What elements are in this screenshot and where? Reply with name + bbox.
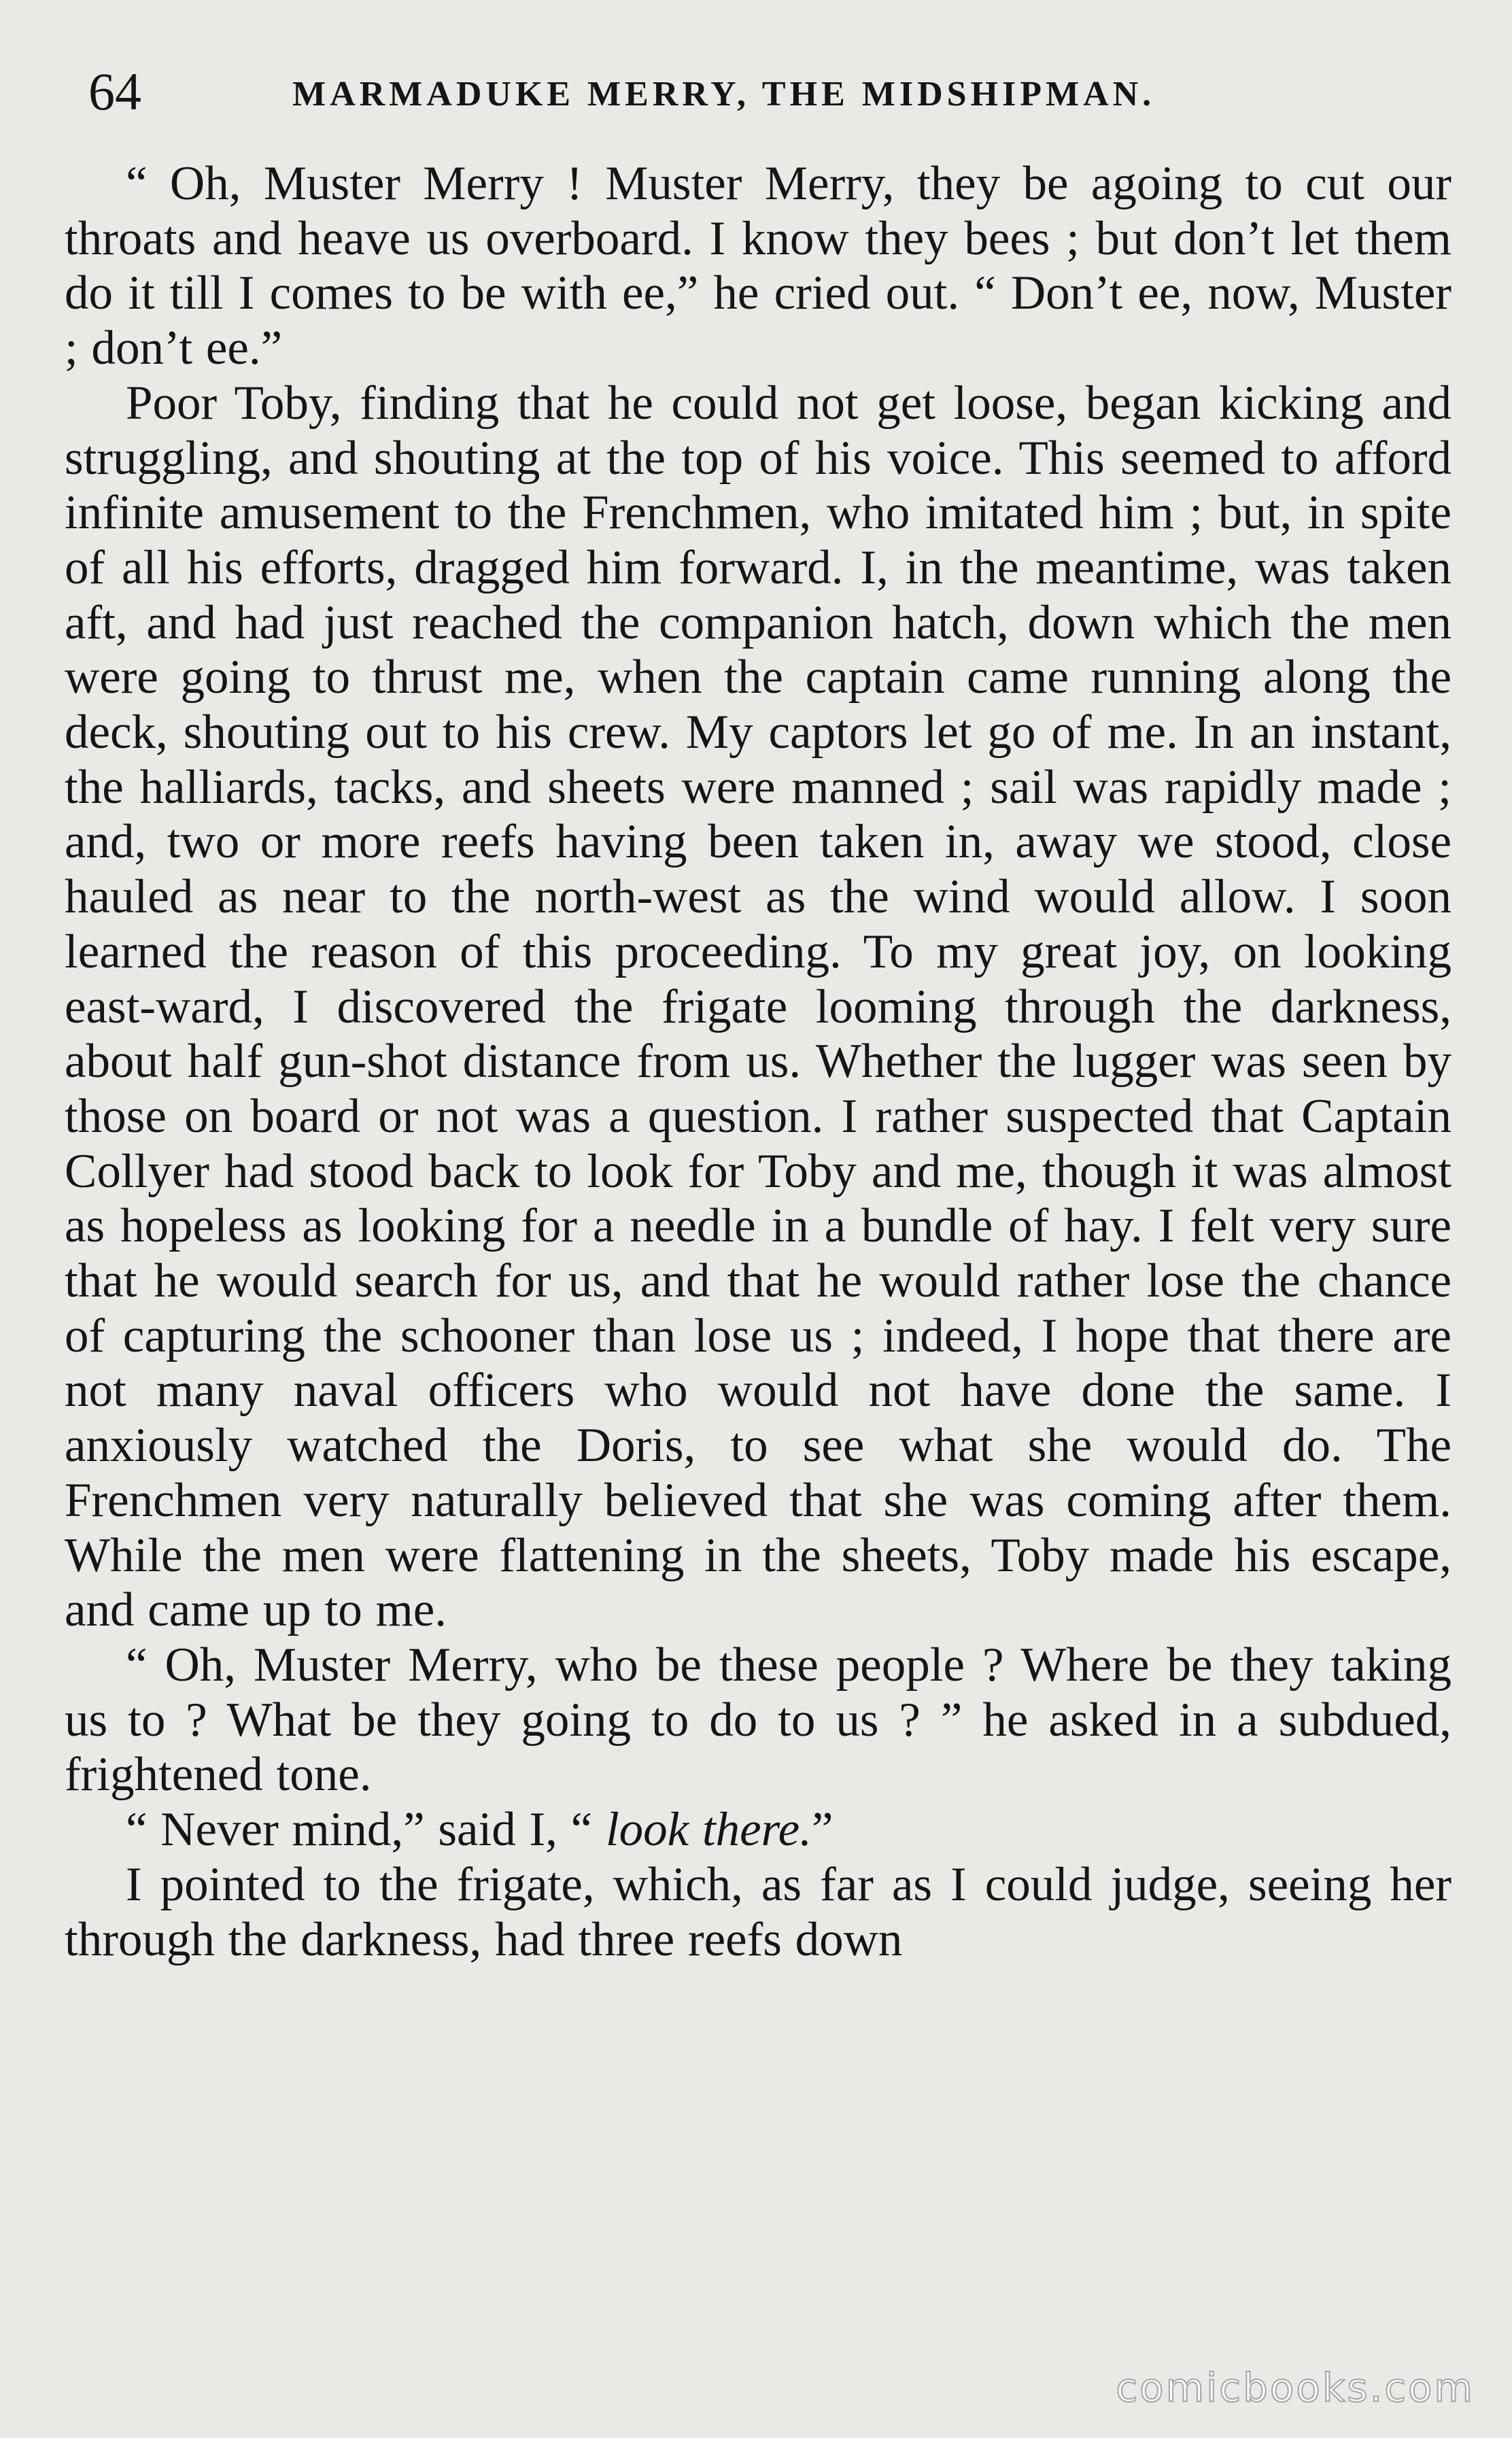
dialogue-emphasis: look there. [605,1803,812,1857]
body-text [65,156,1451,2305]
running-title: MARMADUKE MERRY, THE MIDSHIPMAN. [292,75,1156,114]
dialogue-after: ” [811,1803,834,1857]
watermark: comicbooks.com [1116,2365,1475,2411]
paragraph-1: “ Oh, Muster Merry ! Muster Merry, they be agoing to cut our throats and heave us overboard. I know they bees ; but don’t let them do it till I comes to be with ee,” he cried out. “ Don’t ee, now, Muster ; don’t ee.” [65,157,1451,375]
page-header [88,54,1448,129]
page-number: 64 [88,62,141,121]
paragraph-5: I pointed to the frigate, which, as far as I could judge, seeing her through the darkness, had three reefs down [65,1857,1451,1966]
paragraph-4 [65,1802,1451,1857]
paragraph-3: “ Oh, Muster Merry, who be these people ? Where be they taking us to ? What be they going to do to us ? ” he asked in a subdued, frightened tone. [65,1638,1451,1802]
dialogue-before: “ Never mind,” said I, “ [126,1803,606,1857]
paragraph-2: Poor Toby, finding that he could not get loose, began kicking and struggling, and shouting at the top of his voice. This seemed to afford infinite amusement to the Frenchmen, who imitated him ; but, in spite of all his efforts, dragged him forward. I, in the meantime, was taken aft, and had just reached the companion hatch, down which the men were going to thrust me, when the captain came running along the deck, shouting out to his crew. My captors let go of me. In an instant, the halliards, tacks, and sheets were manned ; sail was rapidly made ; and, two or more reefs having been taken in, away we stood, close hauled as near to the north-west as the wind would allow. I soon learned the reason of this proceeding. To my great joy, on looking east-ward, I discovered the frigate looming through the darkness, about half gun-shot distance from us. Whether the lugger was seen by those on board or not was a question. I rather suspected that Captain Collyer had stood back to look for Toby and me, though it was almost as hopeless as looking for a needle in a bundle of hay. I felt very sure that he would search for us, and that he would rather lose the chance of capturing the schooner than lose us ; indeed, I hope that there are not many naval officers who would not have done the same. I anxiously watched the Doris, to see what she would do. The Frenchmen very naturally believed that she was coming after them. While the men were flattening in the sheets, Toby made his escape, and came up to me. [65,376,1451,1637]
